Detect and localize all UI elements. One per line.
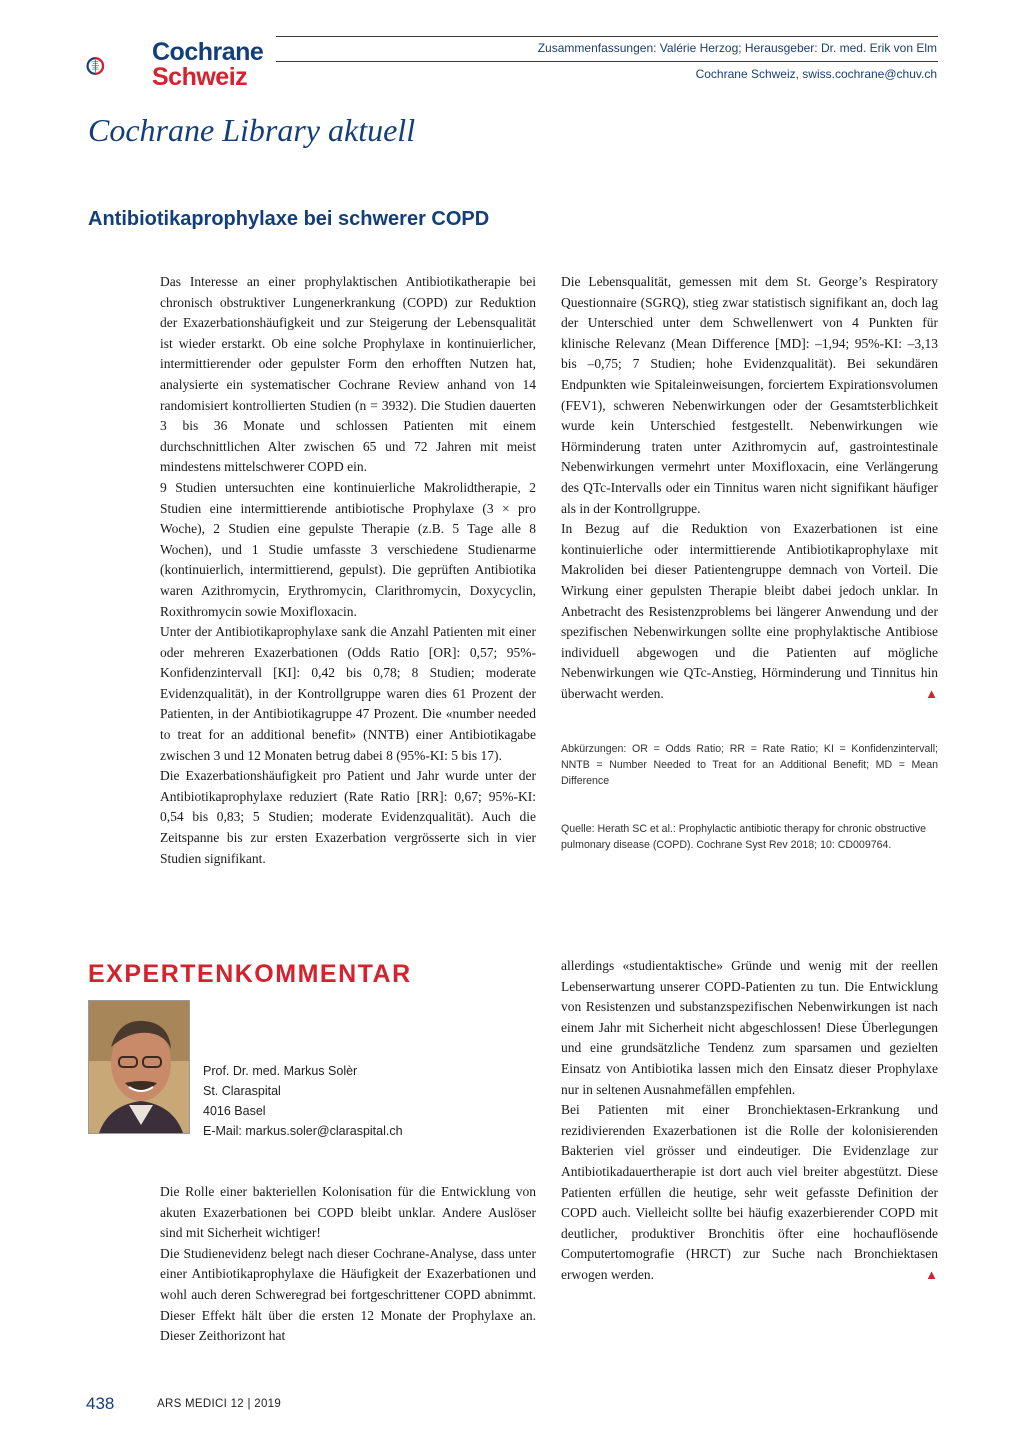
expert-paragraph: Die Studienevidenz belegt nach dieser Cochrane-Analyse, dass unter einer Antibiotikaprophylaxe die Häufigkeit der Exazerbationen und wohl auch deren Schweregrad bei fortgeschrittener COPD abnimmt. Dieser Effekt hält über die ersten 12 Monate der Prophylaxe an. Dieser Zeithorizont hat: [160, 1245, 536, 1344]
article-paragraph: Unter der Antibiotikaprophylaxe sank die Anzahl Patienten mit einer oder mehreren Exazerbationen (Odds Ratio [OR]: 0,57; 95%-Konfidenzintervall [KI]: 0,42 bis 0,78; 8 Studien; moderate Evidenzqualität), in der Kontrollgruppe waren dies 61 Prozent der Patienten, in der Antibiotikagruppe 47 Prozent. Die «number needed to treat for an additional benefit» (NNTB) einer Antibiotikagabe zwischen 3 und 12 Monaten betrug dabei 8 (95%-KI: 5 bis 17).: [160, 624, 536, 763]
header-contact: Cochrane Schweiz, swiss.cochrane@chuv.ch: [695, 67, 937, 81]
section-title-expert: EXPERTENKOMMENTAR: [88, 960, 412, 988]
expert-paragraph: allerdings «studientaktische» Gründe und wenig mit der reellen Lebenserwartung unserer COPD-Patienten zu tun. Die Entwicklung von Resistenzen und substanzspezifischen Nebenwirkungen ist nach einem Jahr mit Sicherheit nicht abgeschlossen! Diese Überlegungen und eine grundsätzliche Tendenz zum sparsamen und gezielten Einsatz von Antibiotika lassen mich den Einsatz dieser Prophylaxe nur in seltenen Ausnahmefällen empfehlen.: [561, 958, 938, 1097]
cochrane-logo-icon: [86, 36, 148, 96]
page-number: 438: [86, 1394, 115, 1413]
author-city: 4016 Basel: [203, 1104, 266, 1118]
article-right-column: [561, 272, 938, 704]
end-triangle-icon: ▲: [925, 685, 938, 701]
expert-paragraph: Die Rolle einer bakteriellen Kolonisation für die Entwicklung von akuten Exazerbationen bei COPD bleibt unklar. Andere Auslöser sind mit Sicherheit wichtiger!: [160, 1184, 536, 1241]
portrait-image-icon: [89, 1001, 189, 1133]
source-note: Quelle: Herath SC et al.: Prophylactic antibiotic therapy for chronic obstructive pulmonary disease (COPD). Cochrane Syst Rev 2018; 10: CD009764.: [561, 823, 927, 851]
header-rule-top: [276, 36, 938, 37]
author-name: Prof. Dr. med. Markus Solèr: [203, 1064, 358, 1078]
article-paragraph: Das Interesse an einer prophylaktischen Antibiotikatherapie bei chronisch obstruktiver Lungenerkrankung (COPD) zur Reduktion der Exazerbationshäufigkeit und zur Steigerung der Lebensqualität ist wieder erstarkt. Ob eine solche Prophylaxe in kontinuierlicher, intermittierender oder gepulster Form den erhofften Nutzen hat, analysierte ein systematischer Cochrane Review anhand von 14 randomisiert kontrollierten Studien (n = 3932). Die Studien dauerten 3 bis 36 Monate und schlossen Patienten mit einem durchschnittlichen Alter zwischen 65 und 72 Jahren mit meist mindestens mittelschwerer COPD ein.: [160, 274, 536, 475]
logo-line-cochrane: Cochrane: [152, 38, 264, 66]
article-left-column: [160, 272, 536, 869]
author-institution: St. Claraspital: [203, 1084, 281, 1098]
page-title: Cochrane Library aktuell: [88, 112, 416, 148]
paragraph-text: Bei Patienten mit einer Bronchiektasen-Erkrankung und rezidivierenden Exazerbationen ist die Rolle der kolonisierenden Bakterien viel grösser und eindeutiger. Die Evidenzlage zur Antibiotikadauertherapie ist dort auch viel breiter abgestützt. Diese Patienten erfüllen die heutige, sehr weit gefasste Definition der COPD auch. Vielleicht sollte bei häufig exazerbierender COPD mit deutlicher, produktiver Bronchitis öfter eine hochauflösende Computertomografie (HRCT) zur Suche nach Bronchiektasen erwogen werden.: [561, 1102, 938, 1282]
article-title: Antibiotikaprophylaxe bei schwerer COPD: [88, 208, 490, 230]
logo-wordmark: [152, 40, 263, 90]
expert-left-column: [160, 1182, 536, 1347]
logo-line-schweiz: Schweiz: [152, 63, 248, 91]
header-rule-middle: [276, 61, 938, 62]
author-photo: [88, 1000, 190, 1134]
expert-paragraph: [561, 1100, 938, 1285]
end-triangle-icon: ▲: [925, 1266, 938, 1282]
article-paragraph: Die Lebensqualität, gemessen mit dem St. George’s Respiratory Questionnaire (SGRQ), stieg zwar statistisch signifikant an, doch lag der Unterschied unter dem Schwellenwert von 4 Punkten für klinische Relevanz (Mean Difference [MD]: –1,94; 95%-KI: –3,13 bis –0,75; 7 Studien; hohe Evidenzqualität). Bei sekundären Endpunkten wie Spitaleinweisungen, forciertem Expirationsvolumen (FEV1), schweren Nebenwirkungen oder der Gesamtsterblichkeit wurde kein Unterschied festgestellt. Nebenwirkungen wie Hörminderung traten unter Azithromycin auf, gastrointestinale Nebenwirkungen vermehrt unter Moxifloxacin, eine Verlängerung des QTc-Intervalls oder ein Tinnitus waren nicht signifikant häufiger als in der Kontrollgruppe.: [561, 274, 938, 516]
publication-info: ARS MEDICI 12 | 2019: [157, 1398, 282, 1410]
author-contact-block: [203, 1061, 403, 1141]
abbreviations-note: Abkürzungen: OR = Odds Ratio; RR = Rate Ratio; KI = Konfidenzintervall; NNTB = Number Needed to Treat for an Additional Benefit; MD = Mean Difference: [561, 743, 938, 787]
article-paragraph: [561, 519, 938, 704]
expert-right-column: [561, 956, 938, 1286]
author-email: E-Mail: markus.soler@claraspital.ch: [203, 1124, 403, 1138]
paragraph-text: In Bezug auf die Reduktion von Exazerbationen ist eine kontinuierliche oder intermittierende Antibiotikaprophylaxe mit Makroliden bei dieser Patientengruppe demnach von Vorteil. Die Wirkung einer gepulsten Therapie bleibt dabei jedoch unklar. In Anbetracht des Resistenzproblems bei längerer Anwendung und der spezifischen Nebenwirkungen sollte eine prophylaktische Antibiose individuell abgewogen und die Patienten auf mögliche Nebenwirkungen wie QTc-Anstieg, Hörminderung und Tinnitus hin überwacht werden.: [561, 521, 938, 701]
article-paragraph: 9 Studien untersuchten eine kontinuierliche Makrolidtherapie, 2 Studien eine intermittierende antibiotische Prophylaxe (3 × pro Woche), 2 Studien eine gepulste Therapie (z.B. 5 Tage alle 8 Wochen), und 1 Studie umfasste 3 verschiedene Studienarme (kontinuierlich, intermittierend, gepulst). Die geprüften Antibiotika waren Azithromycin, Erythromycin, Clarithromycin, Doxycyclin, Roxithromycin sowie Moxifloxacin.: [160, 479, 536, 619]
article-paragraph: Die Exazerbationshäufigkeit pro Patient und Jahr wurde unter der Antibiotikaprophylaxe reduziert (Rate Ratio [RR]: 0,67; 95%-KI: 0,54 bis 0,83; 5 Studien; moderate Evidenzqualität). Auch die Zeitspanne bis zur ersten Exazerbation vergrösserte sich in vier Studien signifikant.: [160, 768, 536, 866]
header-credits: Zusammenfassungen: Valérie Herzog; Herausgeber: Dr. med. Erik von Elm: [537, 41, 937, 55]
